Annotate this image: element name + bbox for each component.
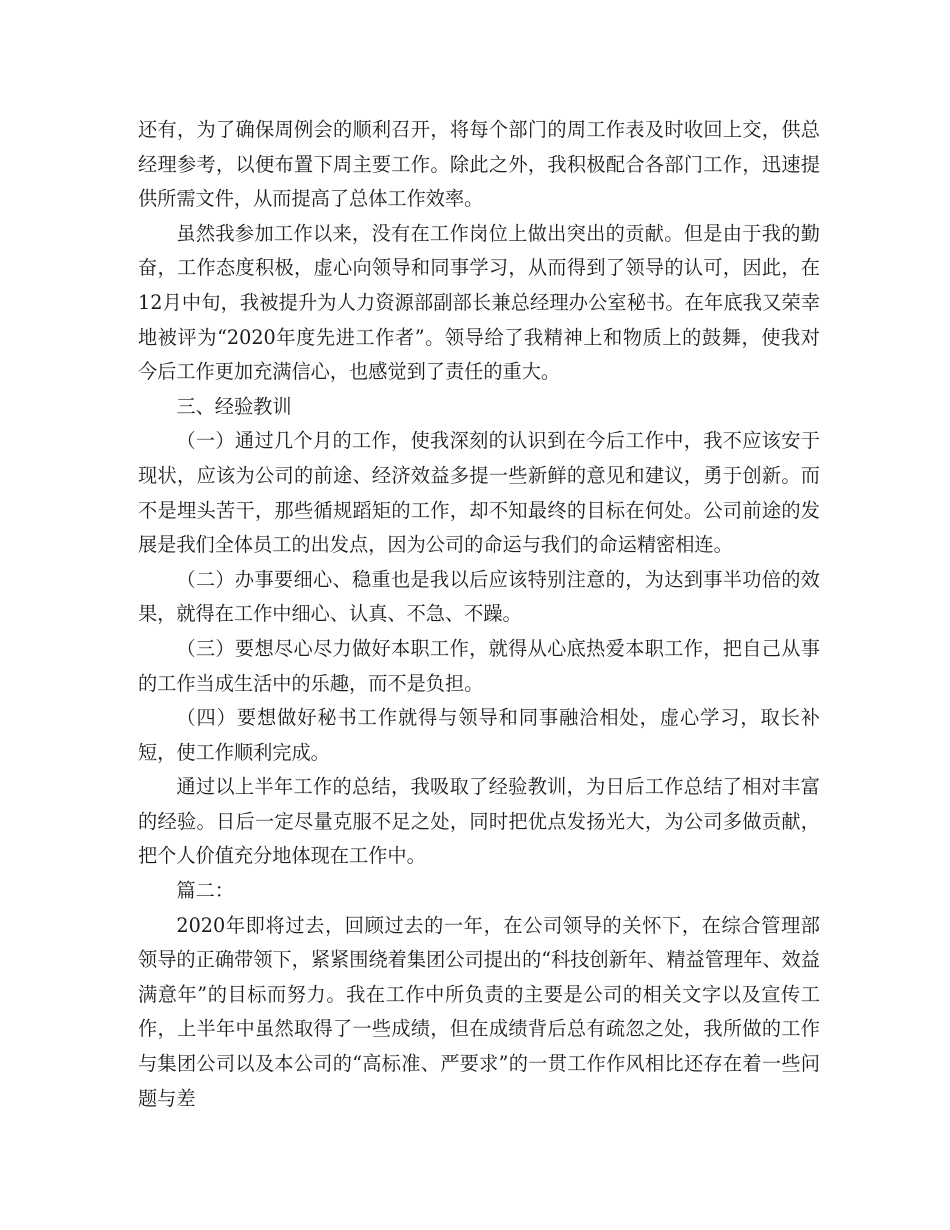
paragraph-weekly-meeting: 还有，为了确保周例会的顺利召开，将每个部门的周工作表及时收回上交，供总经理参考，以便布置下周主要工作。除此之外，我积极配合各部门工作，迅速提供所需文件，从而提高了总体工作效率。 — [138, 118, 820, 211]
paragraph-part-two-intro: 2020年即将过去，回顾过去的一年，在公司领导的关怀下，在综合管理部领导的正确带领下，紧紧围绕着集团公司提出的“科技创新年、精益管理年、效益满意年”的目标而努力。我在工作中所负责的主要是公司的相关文字以及宣传工作，上半年中虽然取得了一些成绩，但在成绩背后总有疏忽之处，我所做的工作与集团公司以及本公司的“高标准、严要求”的一贯工作作风相比还存在着一些问题与差 — [138, 913, 820, 1110]
section-heading-lessons: 三、经验教训 — [176, 394, 292, 418]
document-page — [138, 113, 820, 1116]
section-heading-part-two: 篇二： — [176, 879, 234, 903]
paragraph-summary: 通过以上半年工作的总结，我吸取了经验教训，为日后工作总结了相对丰富的经验。日后一定尽量克服不足之处，同时把优点发扬光大，为公司多做贡献，把个人价值充分地体现在工作中。 — [138, 775, 820, 868]
paragraph-lesson-3: （三）要想尽心尽力做好本职工作，就得从心底热爱本职工作，把自己从事的工作当成生活中的乐趣，而不是负担。 — [138, 636, 820, 695]
paragraph-promotion: 虽然我参加工作以来，没有在工作岗位上做出突出的贡献。但是由于我的勤奋，工作态度积极，虚心向领导和同事学习，从而得到了领导的认可，因此，在12月中旬，我被提升为人力资源部副部长兼总经理办公室秘书。在年底我又荣幸地被评为“2020年度先进工作者”。领导给了我精神上和物质上的鼓舞，使我对今后工作更加充满信心，也感觉到了责任的重大。 — [138, 221, 820, 384]
paragraph-lesson-4: （四）要想做好秘书工作就得与领导和同事融洽相处，虚心学习，取长补短，使工作顺利完成。 — [138, 706, 820, 764]
paragraph-lesson-1: （一）通过几个月的工作，使我深刻的认识到在今后工作中，我不应该安于现状，应该为公司的前途、经济效益多提一些新鲜的意见和建议，勇于创新。而不是埋头苦干，那些循规蹈矩的工作，却不知最终的目标在何处。公司前途的发展是我们全体员工的出发点，因为公司的命运与我们的命运精密相连。 — [138, 429, 820, 557]
paragraph-lesson-2: （二）办事要细心、稳重也是我以后应该特别注意的，为达到事半功倍的效果，就得在工作中细心、认真、不急、不躁。 — [138, 567, 820, 626]
